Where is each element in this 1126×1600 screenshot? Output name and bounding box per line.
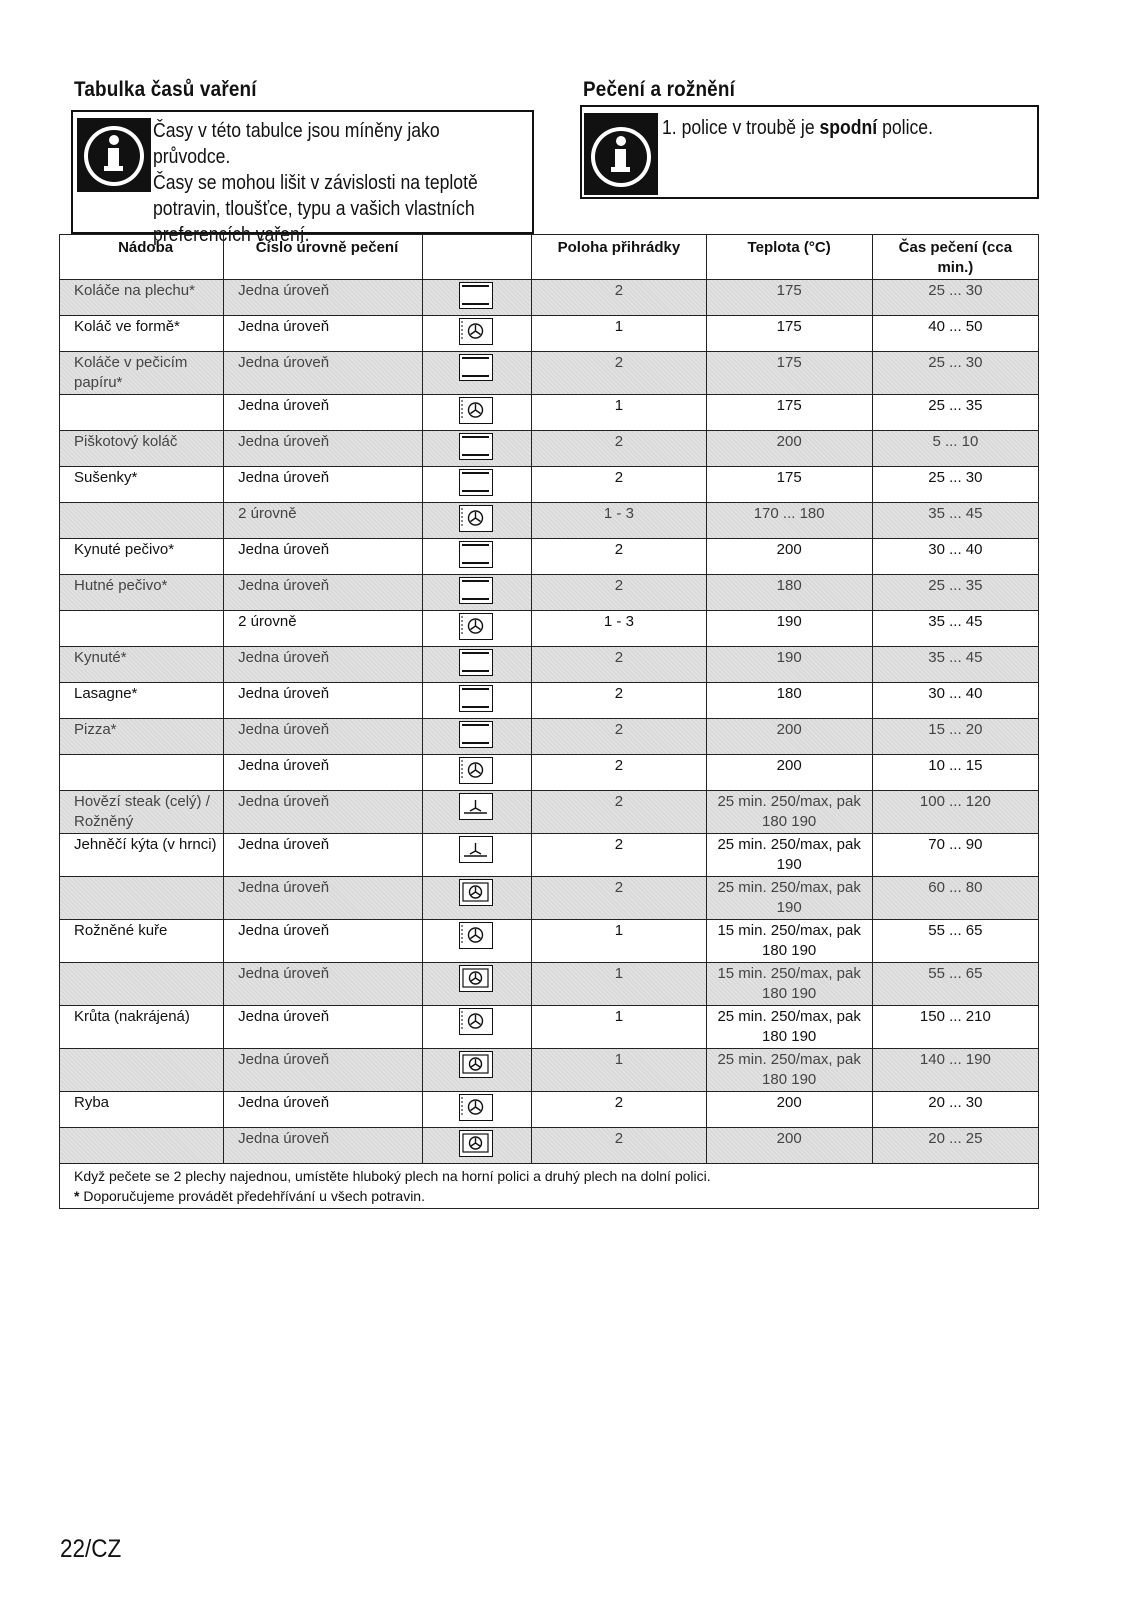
note-preheat-text: Doporučujeme provádět předehřívání u všech potravin.	[79, 1188, 425, 1204]
table-row	[60, 467, 1039, 503]
time-cell: 10 ... 15	[872, 755, 1038, 791]
table-row	[60, 575, 1039, 611]
time-cell: 15 ... 20	[872, 719, 1038, 755]
table-row	[60, 1006, 1039, 1049]
level-cell: 2 úrovně	[224, 503, 423, 539]
mode-cell	[422, 719, 531, 755]
cooking-table-heading: Tabulka časů vaření	[74, 78, 257, 101]
level-cell: Jedna úroveň	[224, 834, 423, 877]
dish-cell	[60, 395, 224, 431]
note-preheat	[74, 1186, 1032, 1206]
table-note	[60, 1164, 1039, 1209]
info-box-guide	[71, 110, 534, 246]
shelf-cell: 1	[532, 1006, 706, 1049]
temperature-cell: 175	[706, 395, 872, 431]
table-row	[60, 719, 1039, 755]
fan-heat-icon	[459, 879, 493, 906]
level-cell: Jedna úroveň	[224, 683, 423, 719]
dish-cell	[60, 755, 224, 791]
temperature-cell: 25 min. 250/max, pak 190	[706, 877, 872, 920]
level-cell: Jedna úroveň	[224, 575, 423, 611]
time-cell: 60 ... 80	[872, 877, 1038, 920]
shelf-text-end: police.	[877, 117, 933, 139]
temperature-cell: 25 min. 250/max, pak 190	[706, 834, 872, 877]
shelf-cell: 2	[532, 431, 706, 467]
shelf-cell: 2	[532, 834, 706, 877]
dish-cell: Krůta (nakrájená)	[60, 1006, 224, 1049]
temperature-cell: 190	[706, 611, 872, 647]
temperature-cell: 25 min. 250/max, pak 180 190	[706, 1049, 872, 1092]
temperature-cell: 15 min. 250/max, pak 180 190	[706, 963, 872, 1006]
table-row	[60, 539, 1039, 575]
table-row	[60, 755, 1039, 791]
fan-icon	[459, 318, 493, 345]
time-cell: 100 ... 120	[872, 791, 1038, 834]
level-cell: Jedna úroveň	[224, 755, 423, 791]
shelf-cell: 1	[532, 1049, 706, 1092]
page-number: 22/CZ	[60, 1535, 122, 1563]
header-dish: Nádoba	[60, 235, 224, 280]
fan-heat-icon	[459, 1130, 493, 1157]
shelf-cell: 1 - 3	[532, 503, 706, 539]
table-row	[60, 834, 1039, 877]
mode-cell	[422, 431, 531, 467]
fan-icon	[459, 922, 493, 949]
level-cell: Jedna úroveň	[224, 719, 423, 755]
dish-cell: Ryba	[60, 1092, 224, 1128]
time-cell: 55 ... 65	[872, 920, 1038, 963]
shelf-cell: 2	[532, 575, 706, 611]
dish-cell	[60, 1049, 224, 1092]
level-cell: Jedna úroveň	[224, 431, 423, 467]
dish-cell: Kynuté*	[60, 647, 224, 683]
fan-heat-icon	[459, 965, 493, 992]
shelf-text-start: 1. police v troubě je	[662, 117, 820, 139]
top-bottom-heat-icon	[459, 685, 493, 712]
header-shelf: Poloha přihrádky	[532, 235, 706, 280]
shelf-cell: 2	[532, 791, 706, 834]
shelf-cell: 1	[532, 963, 706, 1006]
temperature-cell: 200	[706, 755, 872, 791]
level-cell: Jedna úroveň	[224, 920, 423, 963]
mode-cell	[422, 834, 531, 877]
time-cell: 70 ... 90	[872, 834, 1038, 877]
top-bottom-heat-icon	[459, 433, 493, 460]
shelf-cell: 2	[532, 1092, 706, 1128]
temperature-cell: 200	[706, 1128, 872, 1164]
level-cell: Jedna úroveň	[224, 877, 423, 920]
time-cell: 25 ... 30	[872, 352, 1038, 395]
level-cell: Jedna úroveň	[224, 395, 423, 431]
temperature-cell: 170 ... 180	[706, 503, 872, 539]
time-cell: 20 ... 30	[872, 1092, 1038, 1128]
table-row	[60, 395, 1039, 431]
mode-cell	[422, 395, 531, 431]
shelf-text-bold: spodní	[819, 117, 878, 139]
info-text-shelf	[662, 115, 988, 141]
dish-cell	[60, 1128, 224, 1164]
time-cell: 25 ... 35	[872, 575, 1038, 611]
fan-icon	[459, 397, 493, 424]
time-cell: 30 ... 40	[872, 539, 1038, 575]
header-time: Čas pečení (cca min.)	[872, 235, 1038, 280]
note-two-trays: Když pečete se 2 plechy najednou, umístěte hluboký plech na horní polici a druhý plech na dolní polici.	[74, 1168, 711, 1184]
temperature-cell: 175	[706, 316, 872, 352]
time-cell: 35 ... 45	[872, 647, 1038, 683]
shelf-cell: 1	[532, 395, 706, 431]
temperature-cell: 180	[706, 683, 872, 719]
mode-cell	[422, 1006, 531, 1049]
shelf-cell: 2	[532, 719, 706, 755]
top-bottom-heat-icon	[459, 721, 493, 748]
dish-cell: Koláče v pečicím papíru*	[60, 352, 224, 395]
shelf-cell: 2	[532, 352, 706, 395]
time-cell: 35 ... 45	[872, 503, 1038, 539]
temperature-cell: 175	[706, 352, 872, 395]
dish-cell: Piškotový koláč	[60, 431, 224, 467]
shelf-cell: 2	[532, 539, 706, 575]
level-cell: Jedna úroveň	[224, 539, 423, 575]
temperature-cell: 200	[706, 431, 872, 467]
level-cell: Jedna úroveň	[224, 791, 423, 834]
mode-cell	[422, 503, 531, 539]
dish-cell	[60, 877, 224, 920]
level-cell: Jedna úroveň	[224, 963, 423, 1006]
top-bottom-heat-icon	[459, 649, 493, 676]
time-cell: 35 ... 45	[872, 611, 1038, 647]
shelf-cell: 2	[532, 1128, 706, 1164]
fan-icon	[459, 757, 493, 784]
cooking-times-table	[59, 234, 1039, 1209]
temperature-cell: 200	[706, 539, 872, 575]
mode-cell	[422, 920, 531, 963]
time-cell: 30 ... 40	[872, 683, 1038, 719]
level-cell: Jedna úroveň	[224, 316, 423, 352]
mode-cell	[422, 755, 531, 791]
dish-cell: Lasagne*	[60, 683, 224, 719]
level-cell: Jedna úroveň	[224, 280, 423, 316]
time-cell: 5 ... 10	[872, 431, 1038, 467]
mode-cell	[422, 791, 531, 834]
shelf-cell: 2	[532, 647, 706, 683]
mode-cell	[422, 467, 531, 503]
fan-icon	[459, 1094, 493, 1121]
level-cell: Jedna úroveň	[224, 1128, 423, 1164]
shelf-cell: 2	[532, 467, 706, 503]
fan-icon	[459, 505, 493, 532]
temperature-cell: 180	[706, 575, 872, 611]
temperature-cell: 25 min. 250/max, pak 180 190	[706, 791, 872, 834]
shelf-cell: 1	[532, 316, 706, 352]
table-row	[60, 683, 1039, 719]
time-cell: 40 ... 50	[872, 316, 1038, 352]
temperature-cell: 175	[706, 467, 872, 503]
shelf-cell: 2	[532, 877, 706, 920]
temperature-cell: 190	[706, 647, 872, 683]
table-body	[60, 280, 1039, 1164]
dish-cell: Hutné pečivo*	[60, 575, 224, 611]
temperature-cell: 25 min. 250/max, pak 180 190	[706, 1006, 872, 1049]
dish-cell	[60, 503, 224, 539]
table-row	[60, 352, 1039, 395]
mode-cell	[422, 316, 531, 352]
table-row	[60, 611, 1039, 647]
mode-cell	[422, 877, 531, 920]
fan-heat-icon	[459, 1051, 493, 1078]
table-row	[60, 431, 1039, 467]
mode-cell	[422, 1128, 531, 1164]
mode-cell	[422, 575, 531, 611]
level-cell: 2 úrovně	[224, 611, 423, 647]
info-icon	[584, 113, 658, 195]
level-cell: Jedna úroveň	[224, 1049, 423, 1092]
header-temperature: Teplota (°C)	[706, 235, 872, 280]
table-row	[60, 647, 1039, 683]
table-row	[60, 1049, 1039, 1092]
table-header-row	[60, 235, 1039, 280]
info-text-guide: Časy v této tabulce jsou míněny jako průvodce. Časy se mohou lišit v závislosti na teplotě potravin, tloušťce, typu a vašich vlastních preferencích vaření.	[153, 120, 478, 246]
time-cell: 25 ... 30	[872, 280, 1038, 316]
info-box-shelf	[580, 105, 1039, 199]
table-row	[60, 877, 1039, 920]
bottom-heat-fan-icon	[459, 836, 493, 863]
level-cell: Jedna úroveň	[224, 352, 423, 395]
time-cell: 25 ... 30	[872, 467, 1038, 503]
level-cell: Jedna úroveň	[224, 1006, 423, 1049]
shelf-cell: 1 - 3	[532, 611, 706, 647]
baking-roasting-heading: Pečení a rožnění	[583, 78, 736, 101]
time-cell: 25 ... 35	[872, 395, 1038, 431]
mode-cell	[422, 1049, 531, 1092]
mode-cell	[422, 539, 531, 575]
mode-cell	[422, 683, 531, 719]
dish-cell: Pizza*	[60, 719, 224, 755]
time-cell: 150 ... 210	[872, 1006, 1038, 1049]
top-bottom-heat-icon	[459, 354, 493, 381]
table-note-row	[60, 1164, 1039, 1209]
note-asterisk: *	[74, 1188, 80, 1204]
level-cell: Jedna úroveň	[224, 467, 423, 503]
fan-icon	[459, 1008, 493, 1035]
dish-cell	[60, 963, 224, 1006]
dish-cell: Jehněčí kýta (v hrnci)	[60, 834, 224, 877]
top-bottom-heat-icon	[459, 282, 493, 309]
dish-cell: Sušenky*	[60, 467, 224, 503]
table-row	[60, 1092, 1039, 1128]
mode-cell	[422, 1092, 531, 1128]
table-row	[60, 791, 1039, 834]
temperature-cell: 15 min. 250/max, pak 180 190	[706, 920, 872, 963]
level-cell: Jedna úroveň	[224, 1092, 423, 1128]
top-bottom-heat-icon	[459, 577, 493, 604]
mode-cell	[422, 352, 531, 395]
table-row	[60, 963, 1039, 1006]
info-icon	[77, 118, 151, 192]
dish-cell: Koláč ve formě*	[60, 316, 224, 352]
bottom-heat-fan-icon	[459, 793, 493, 820]
shelf-cell: 1	[532, 920, 706, 963]
top-bottom-heat-icon	[459, 469, 493, 496]
level-cell: Jedna úroveň	[224, 647, 423, 683]
time-cell: 55 ... 65	[872, 963, 1038, 1006]
shelf-cell: 2	[532, 755, 706, 791]
fan-icon	[459, 613, 493, 640]
dish-cell	[60, 611, 224, 647]
temperature-cell: 200	[706, 719, 872, 755]
mode-cell	[422, 647, 531, 683]
dish-cell: Rožněné kuře	[60, 920, 224, 963]
header-mode	[422, 235, 531, 280]
mode-cell	[422, 963, 531, 1006]
time-cell: 140 ... 190	[872, 1049, 1038, 1092]
mode-cell	[422, 611, 531, 647]
temperature-cell: 200	[706, 1092, 872, 1128]
shelf-cell: 2	[532, 280, 706, 316]
time-cell: 20 ... 25	[872, 1128, 1038, 1164]
table-row	[60, 920, 1039, 963]
top-bottom-heat-icon	[459, 541, 493, 568]
dish-cell: Hovězí steak (celý) / Rožněný	[60, 791, 224, 834]
mode-cell	[422, 280, 531, 316]
header-level: Číslo úrovně pečení	[224, 235, 423, 280]
shelf-cell: 2	[532, 683, 706, 719]
table-row	[60, 503, 1039, 539]
table-row	[60, 1128, 1039, 1164]
table-row	[60, 280, 1039, 316]
table-row	[60, 316, 1039, 352]
dish-cell: Kynuté pečivo*	[60, 539, 224, 575]
dish-cell: Koláče na plechu*	[60, 280, 224, 316]
temperature-cell: 175	[706, 280, 872, 316]
